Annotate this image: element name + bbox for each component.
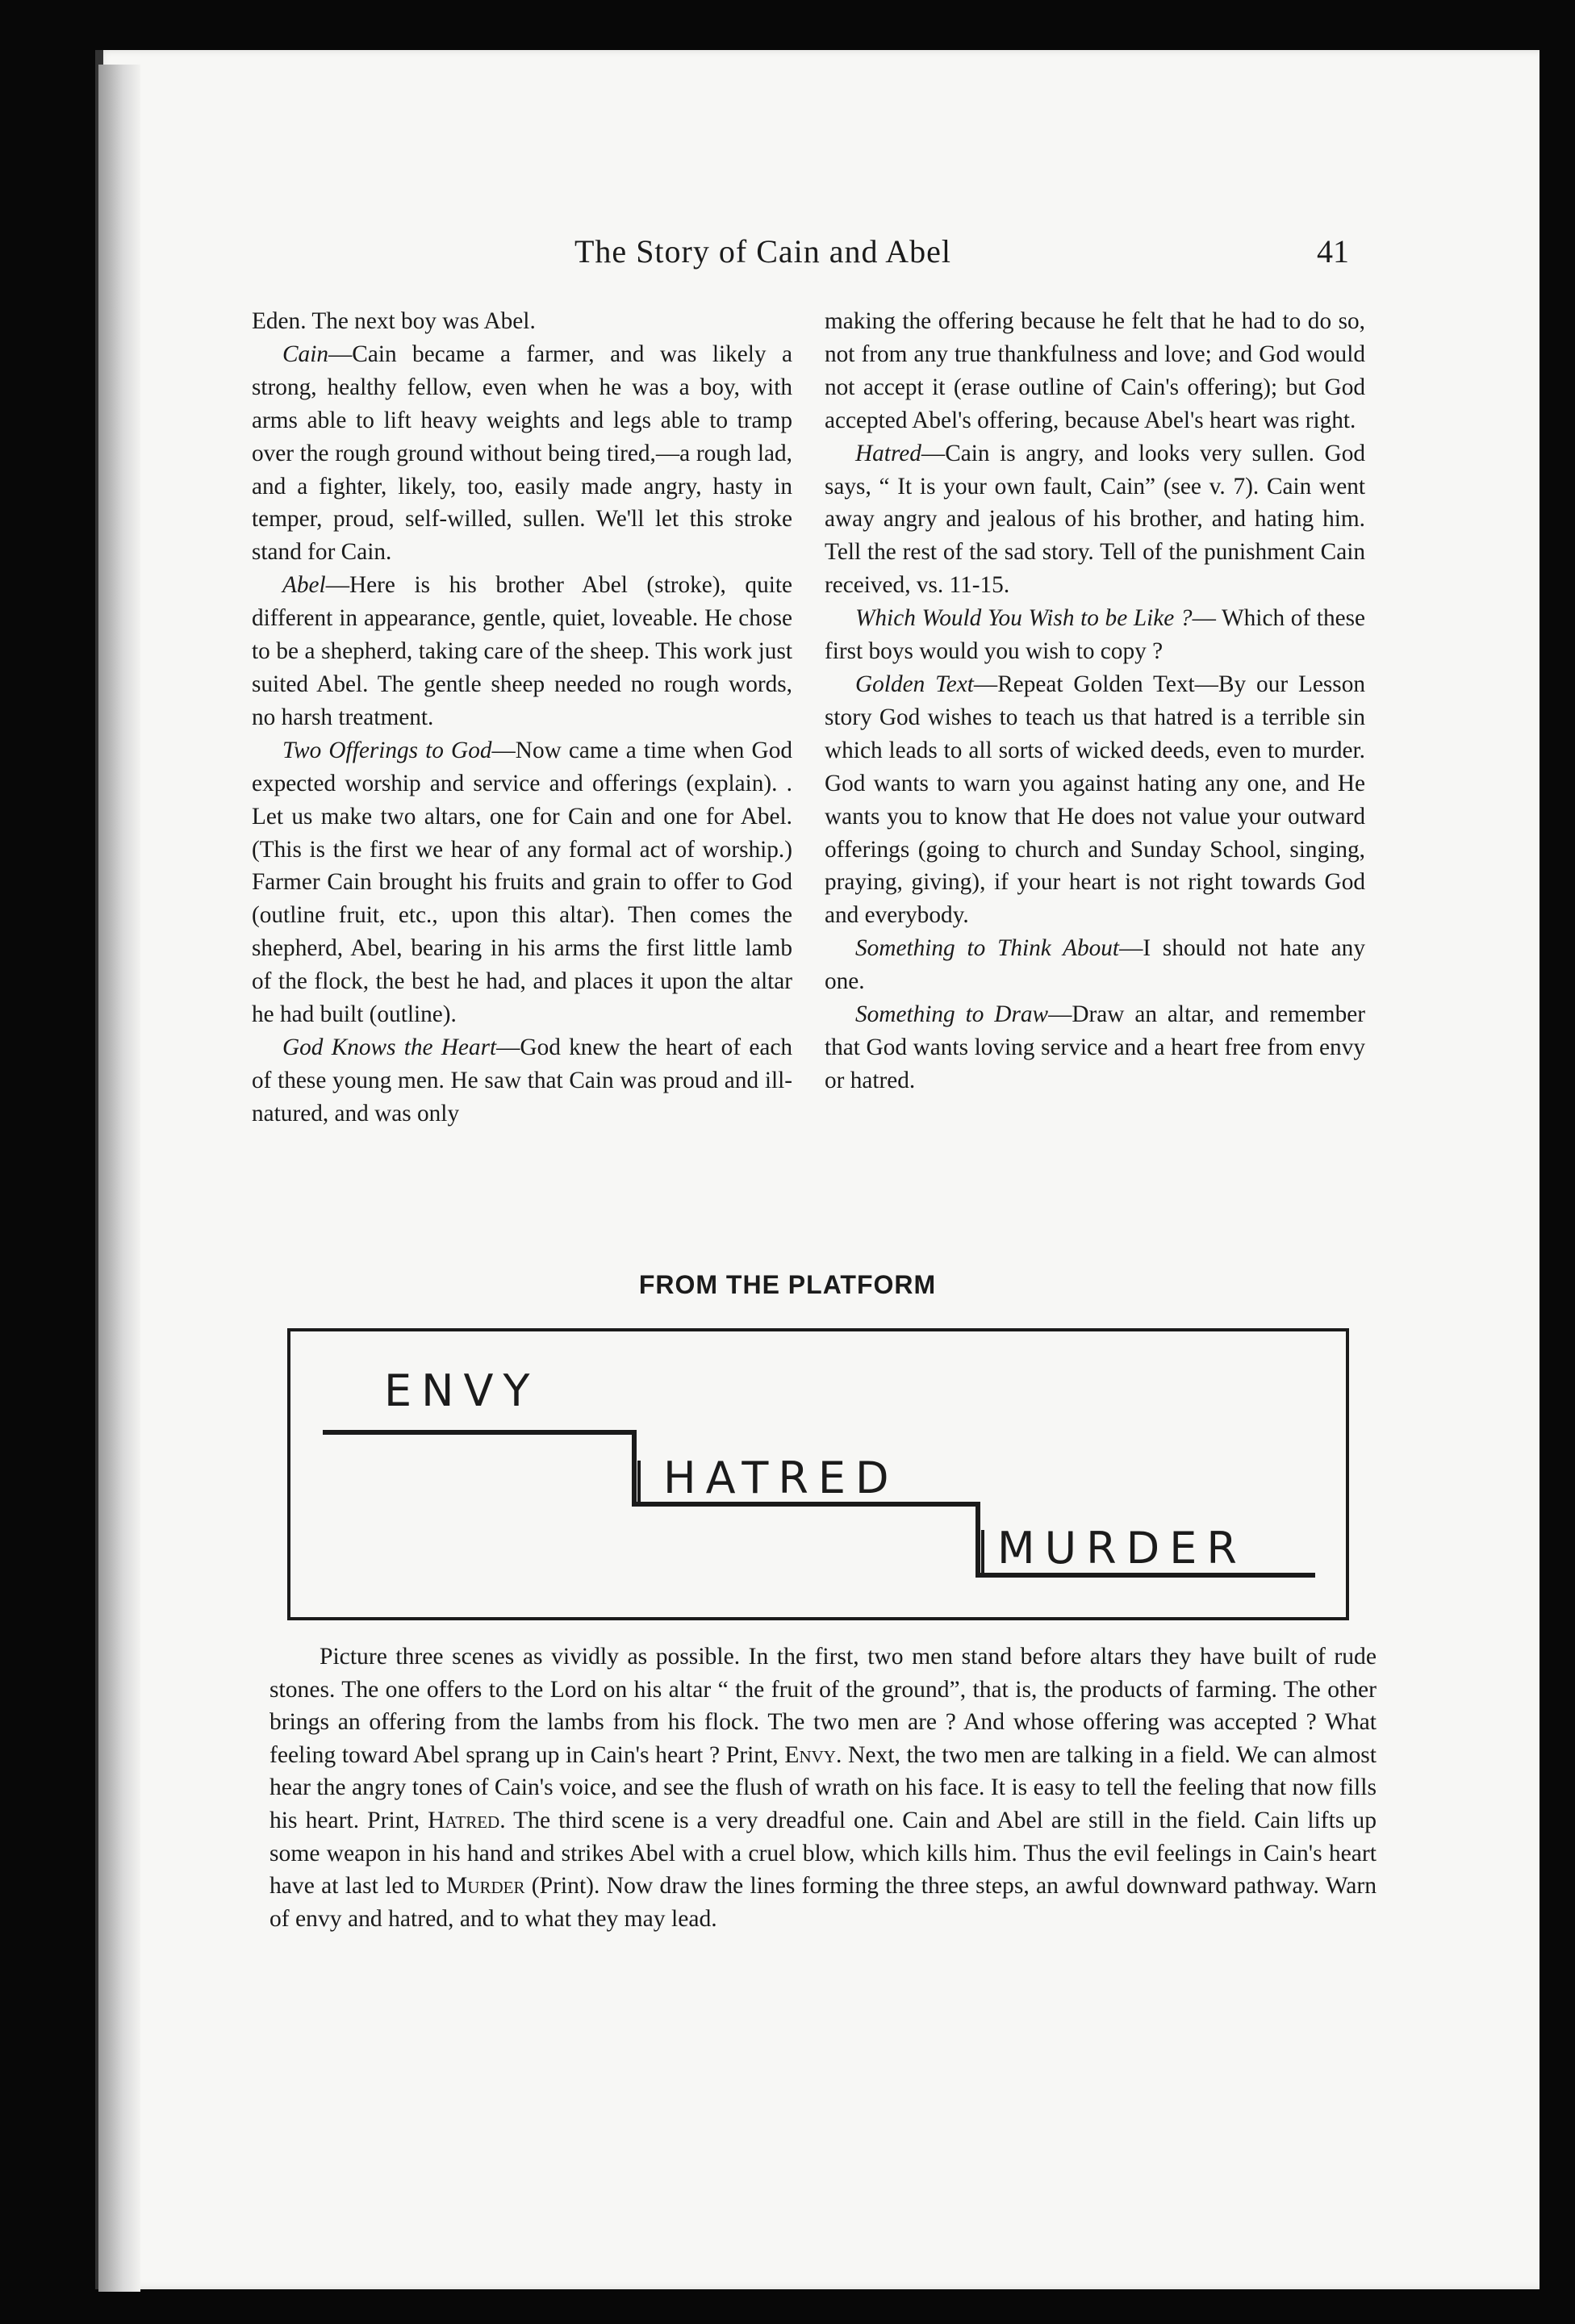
- running-title: The Story of Cain and Abel: [574, 233, 952, 270]
- print-hatred: Hatred: [428, 1807, 500, 1833]
- heading-abel: Abel: [282, 572, 326, 599]
- steps-diagram-drawing: [290, 1331, 1346, 1617]
- paragraph-god-knows: God Knows the Heart—God knew the heart of each of these young men. He saw that Cain was proud and ill-natured, and was only: [252, 1034, 792, 1126]
- right-column: [825, 305, 1365, 1097]
- print-envy: Envy: [784, 1741, 836, 1768]
- paragraph-which-would-you: Which Would You Wish to be Like ?— Which of these first boys would you wish to copy ?: [825, 605, 1365, 665]
- heading-two-offerings: Two Offerings to God: [282, 737, 492, 763]
- heading-think-about: Something to Think About: [855, 935, 1120, 962]
- platform-title: FROM THE PLATFORM: [638, 1270, 937, 1299]
- step-murder-label: MURDER: [997, 1523, 1247, 1574]
- paragraph-cain: Cain—Cain became a farmer, and was likely a strong, healthy fellow, even when he was a boy, with arms able to lift heavy weights and legs able to tramp over the rough ground without being tired,—a rough lad, and a fighter, likely, too, easily made angry, hasty in temper, proud, self-willed, sullen. We'll let this stroke stand for Cain.: [252, 341, 792, 566]
- platform-body-text: [269, 1641, 1377, 1935]
- paragraph-hatred: Hatred—Cain is angry, and looks very sullen. God says, “ It is your own fault, Cain” (see v. 7). Cain went away angry and jealous of his brother, and hating him. Tell the rest of the sad story. Tell of the punishment Cain received, vs. 11-15.: [825, 440, 1365, 599]
- left-column: [252, 305, 792, 1131]
- page-header: [242, 232, 1372, 281]
- paragraph-eden: Eden. The next boy was Abel.: [252, 308, 536, 334]
- page-number: 41: [1317, 233, 1349, 270]
- paragraph-offering-continued: making the offering because he felt that he had to do so, not from any true thankfulness and love; and God would not accept it (erase outline of Cain's offering); but God accepted Abel's offering, because Abel's heart was right.: [825, 308, 1365, 433]
- print-murder: Murder: [445, 1873, 525, 1900]
- paragraph-abel: Abel—Here is his brother Abel (stroke), quite different in appearance, gentle, quiet, loveable. He chose to be a shepherd, taking care of the sheep. This work just suited Abel. The gentle sheep needed no rough words, no harsh treatment.: [252, 572, 792, 730]
- paragraph-think-about: Something to Think About—I should not hate any one.: [825, 935, 1365, 995]
- steps-diagram: [287, 1328, 1349, 1620]
- paragraph-two-offerings: Two Offerings to God—Now came a time when God expected worship and service and offerings (explain). . Let us make two altars, one for Cain and one for Abel. (This is the first we hear of any formal act of worship.) Farmer Cain brought his fruits and grain to offer to God (outline fruit, etc., upon this altar). Then comes the shepherd, Abel, bearing in his arms the first little lamb of the flock, the best he had, and places it upon the altar he had built (outline).: [252, 737, 792, 1028]
- step-hatred-label: HATRED: [663, 1452, 899, 1503]
- heading-cain: Cain: [282, 341, 328, 367]
- heading-god-knows: God Knows the Heart: [282, 1034, 497, 1060]
- book-binding-shadow: [98, 65, 140, 2292]
- paragraph-golden-text: Golden Text—Repeat Golden Text—By our Lesson story God wishes to teach us that hatred is a terrible sin which leads to all sorts of wicked deeds, even to murder. God wants to warn you against hating any one, and He wants you to know that He does not value your outward offerings (going to church and Sunday School, singing, praying, giving), if your heart is not right towards God and everybody.: [825, 671, 1365, 929]
- heading-hatred: Hatred: [855, 440, 921, 466]
- heading-draw: Something to Draw: [855, 1001, 1049, 1028]
- heading-golden-text: Golden Text: [855, 671, 974, 697]
- step-envy-label: ENVY: [384, 1365, 540, 1416]
- platform-paragraph: Picture three scenes as vividly as possible. In the first, two men stand before altars they have built of rude stones. The one offers to the Lord on his altar “ the fruit of the ground”, that is, the products of farming. The other brings an offering from the lambs from his flock. The two men are ? And whose offering was accepted ? What feeling toward Abel sprang up in Cain's heart ? Print, Envy. Next, the two men are talking in a field. We can almost hear the angry tones of Cain's voice, and see the flush of wrath on his face. It is easy to tell the feeling that now fills his heart. Print, Hatred. The third scene is a very dreadful one. Cain and Abel are still in the field. Cain lifts up some weapon in his hand and strikes Abel with a cruel blow, which kills him. Thus the evil feelings in Cain's heart have at last led to Murder (Print). Now draw the lines forming the three steps, an awful downward pathway. Warn of envy and hatred, and to what they may lead.: [269, 1644, 1377, 1932]
- paragraph-draw: Something to Draw—Draw an altar, and remember that God wants loving service and a heart free from envy or hatred.: [825, 1001, 1365, 1093]
- heading-which-would-you: Which Would You Wish to be Like ?: [855, 605, 1193, 632]
